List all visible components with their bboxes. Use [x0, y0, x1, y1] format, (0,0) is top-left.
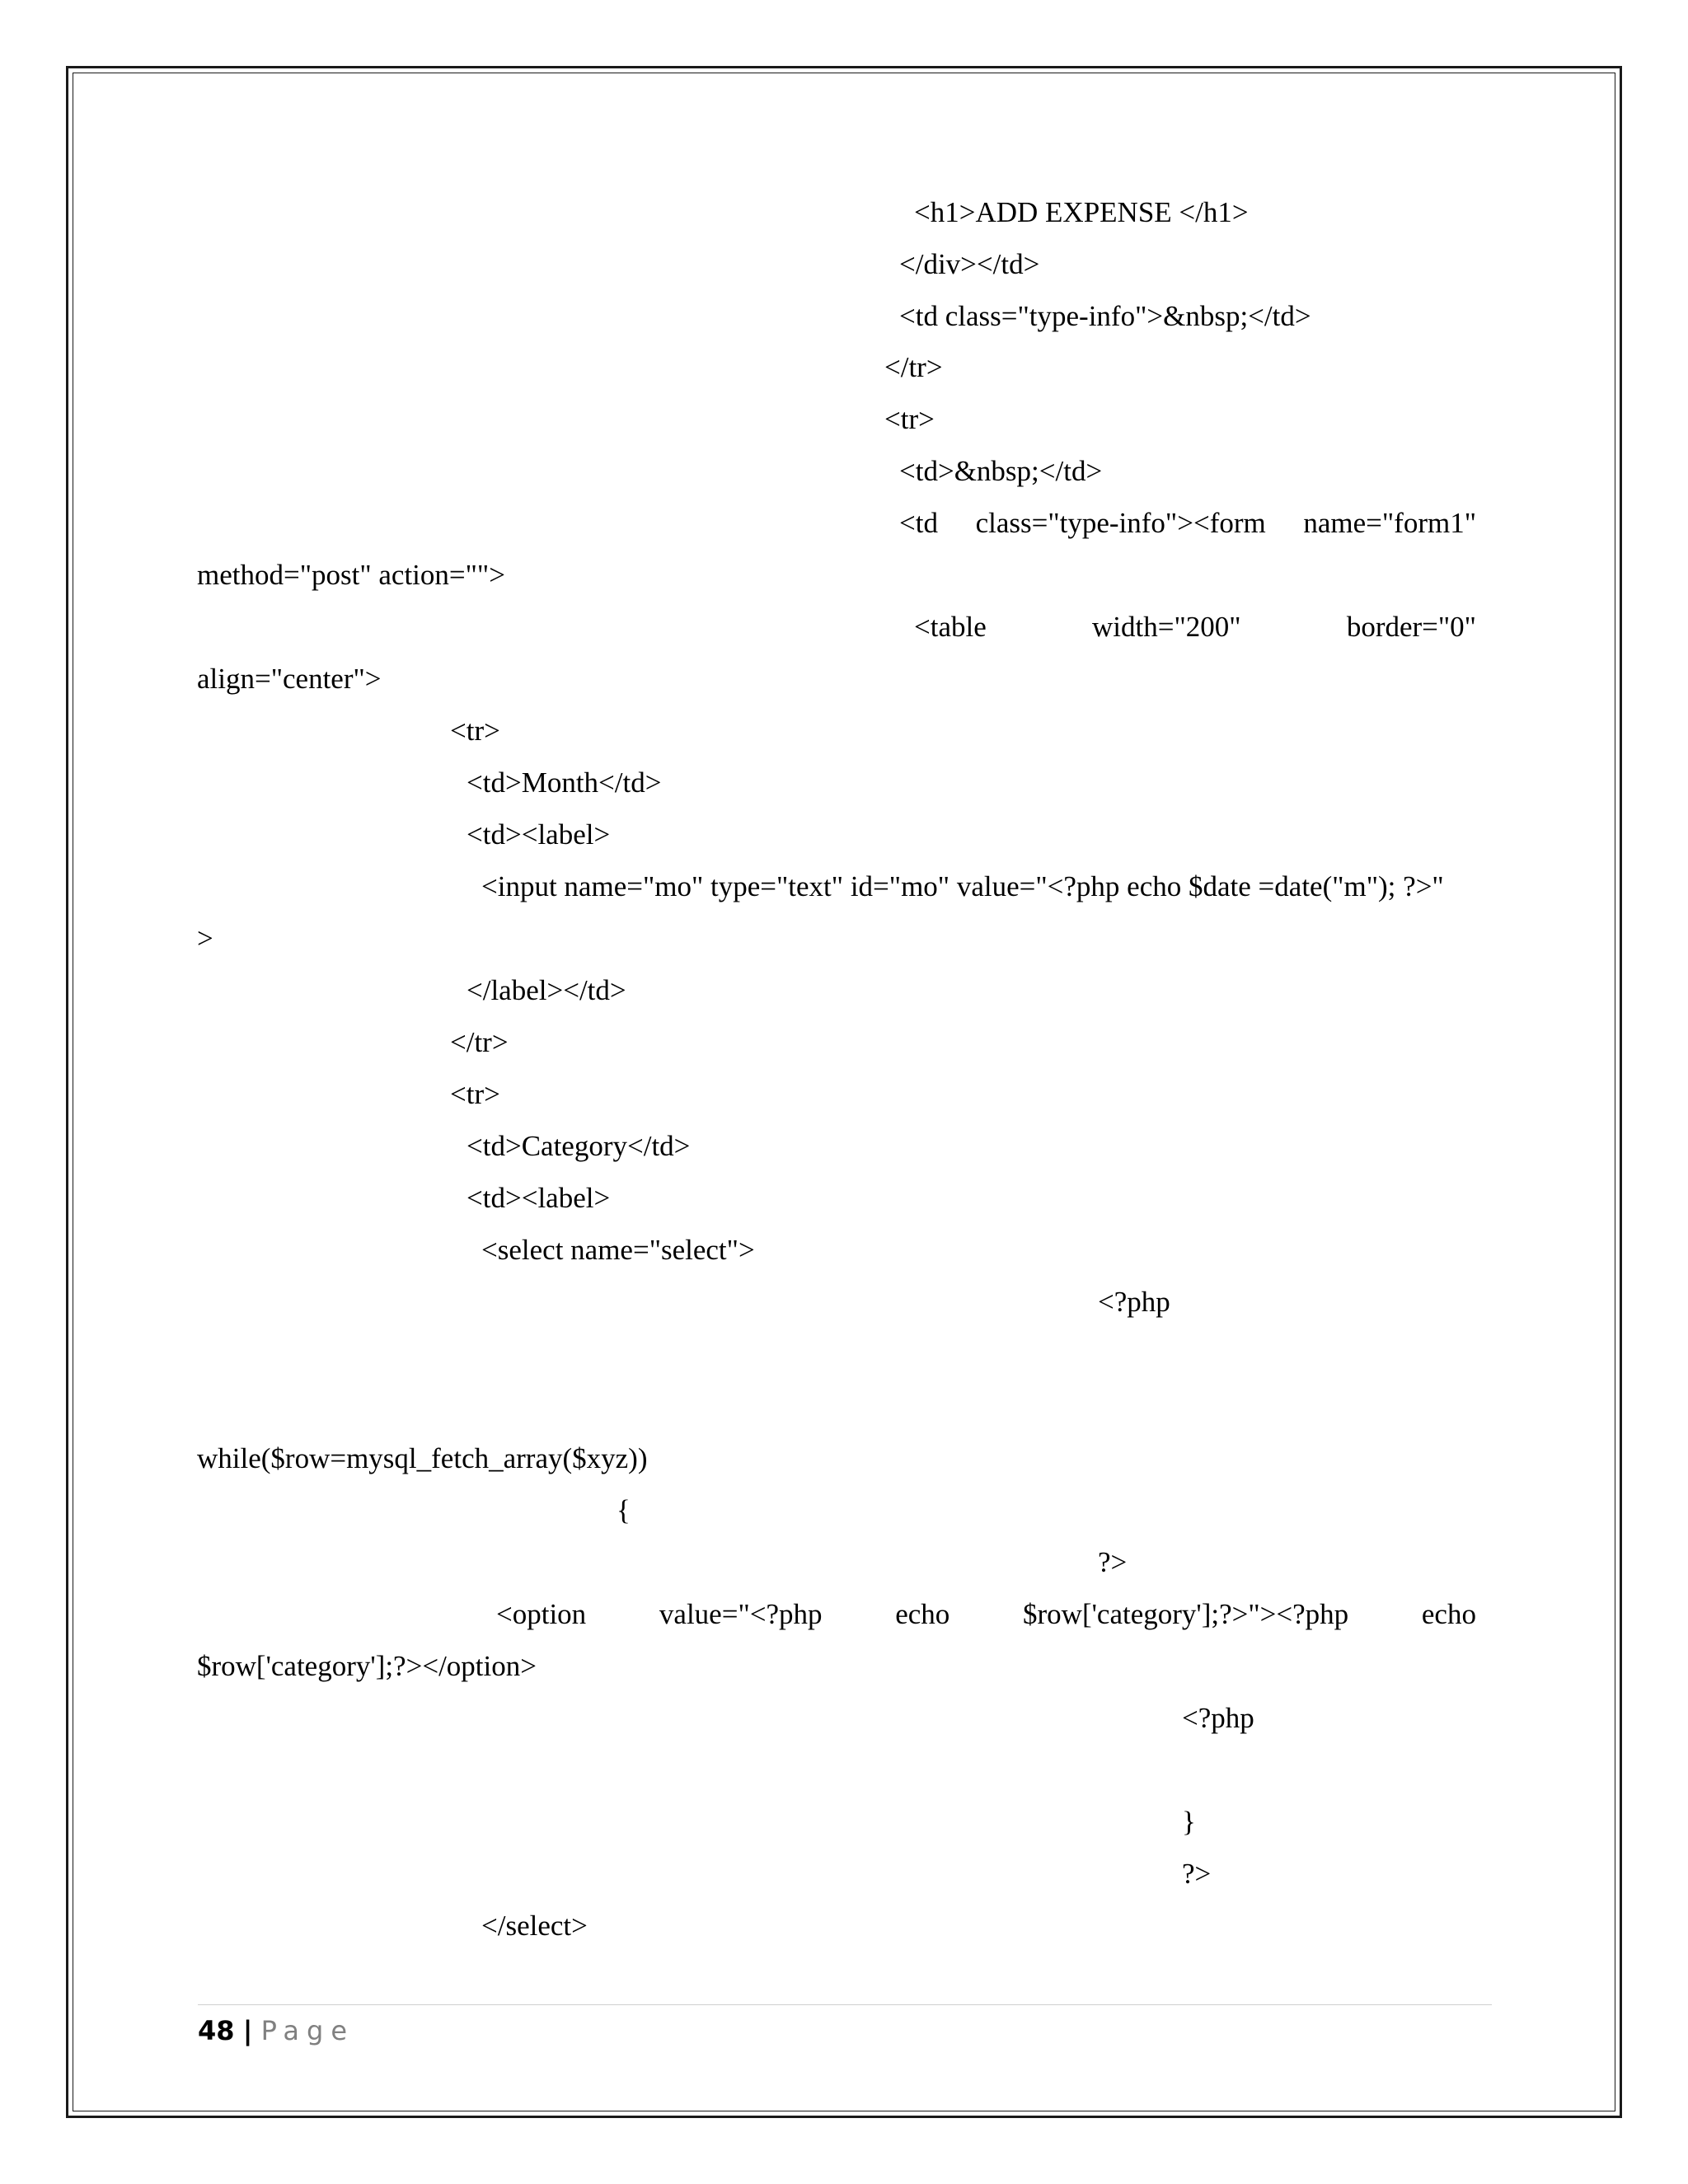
code-line-justified — [914, 612, 1476, 641]
code-line: </tr> — [884, 351, 943, 383]
page-label: Page — [260, 2015, 355, 2046]
page-footer — [198, 2015, 355, 2046]
code-line: <td><label> — [467, 1182, 611, 1214]
code-line: ?> — [1098, 1546, 1128, 1578]
code-word: width="200" — [1092, 611, 1241, 643]
code-line: <?php — [1098, 1286, 1170, 1318]
code-line: <tr> — [450, 1078, 500, 1110]
code-line: <td>Category</td> — [467, 1130, 691, 1162]
code-line: <input name="mo" type="text" id="mo" value="<?php echo $date =date("m"); ?>" — [481, 870, 1444, 902]
code-word: name="form1" — [1303, 507, 1476, 539]
code-line: </tr> — [450, 1026, 509, 1058]
code-line: { — [617, 1494, 631, 1526]
code-line: <h1>ADD EXPENSE </h1> — [914, 196, 1249, 228]
code-line: align="center"> — [197, 663, 382, 695]
code-line: while($row=mysql_fetch_array($xyz)) — [197, 1442, 648, 1474]
code-line: <td>Month</td> — [467, 766, 662, 799]
code-line: } — [1182, 1806, 1196, 1838]
code-word: border="0" — [1346, 611, 1476, 643]
code-line: ?> — [1182, 1858, 1212, 1890]
page-border-inner — [73, 73, 1615, 2111]
code-line: </div></td> — [899, 248, 1040, 280]
code-line: <select name="select"> — [481, 1234, 755, 1266]
code-line: > — [197, 922, 213, 954]
code-line: $row['category'];?></option> — [197, 1650, 537, 1682]
code-line: method="post" action=""> — [197, 559, 505, 591]
code-line: </select> — [481, 1910, 588, 1942]
code-line: </label></td> — [467, 974, 626, 1006]
code-word: <table — [914, 611, 987, 643]
code-line: <td><label> — [467, 818, 611, 851]
code-word: echo — [895, 1598, 950, 1630]
code-line: <?php — [1182, 1702, 1254, 1734]
code-line: <td>&nbsp;</td> — [899, 455, 1103, 487]
code-word: value="<?php — [659, 1598, 823, 1630]
code-word: <td — [899, 507, 938, 539]
code-line: <tr> — [450, 715, 500, 747]
code-line: <tr> — [884, 403, 935, 435]
code-word: <option — [496, 1598, 587, 1630]
page-number: 48 — [198, 2015, 235, 2046]
code-line-justified — [496, 1600, 1476, 1629]
code-word: class="type-info"><form — [975, 507, 1266, 539]
code-word: $row['category'];?>"><?php — [1023, 1598, 1349, 1630]
code-word: echo — [1421, 1598, 1476, 1630]
footer-separator: | — [242, 2015, 253, 2046]
footer-divider — [198, 2004, 1492, 2005]
code-line: <td class="type-info">&nbsp;</td> — [899, 300, 1311, 332]
code-line-justified — [899, 509, 1476, 537]
